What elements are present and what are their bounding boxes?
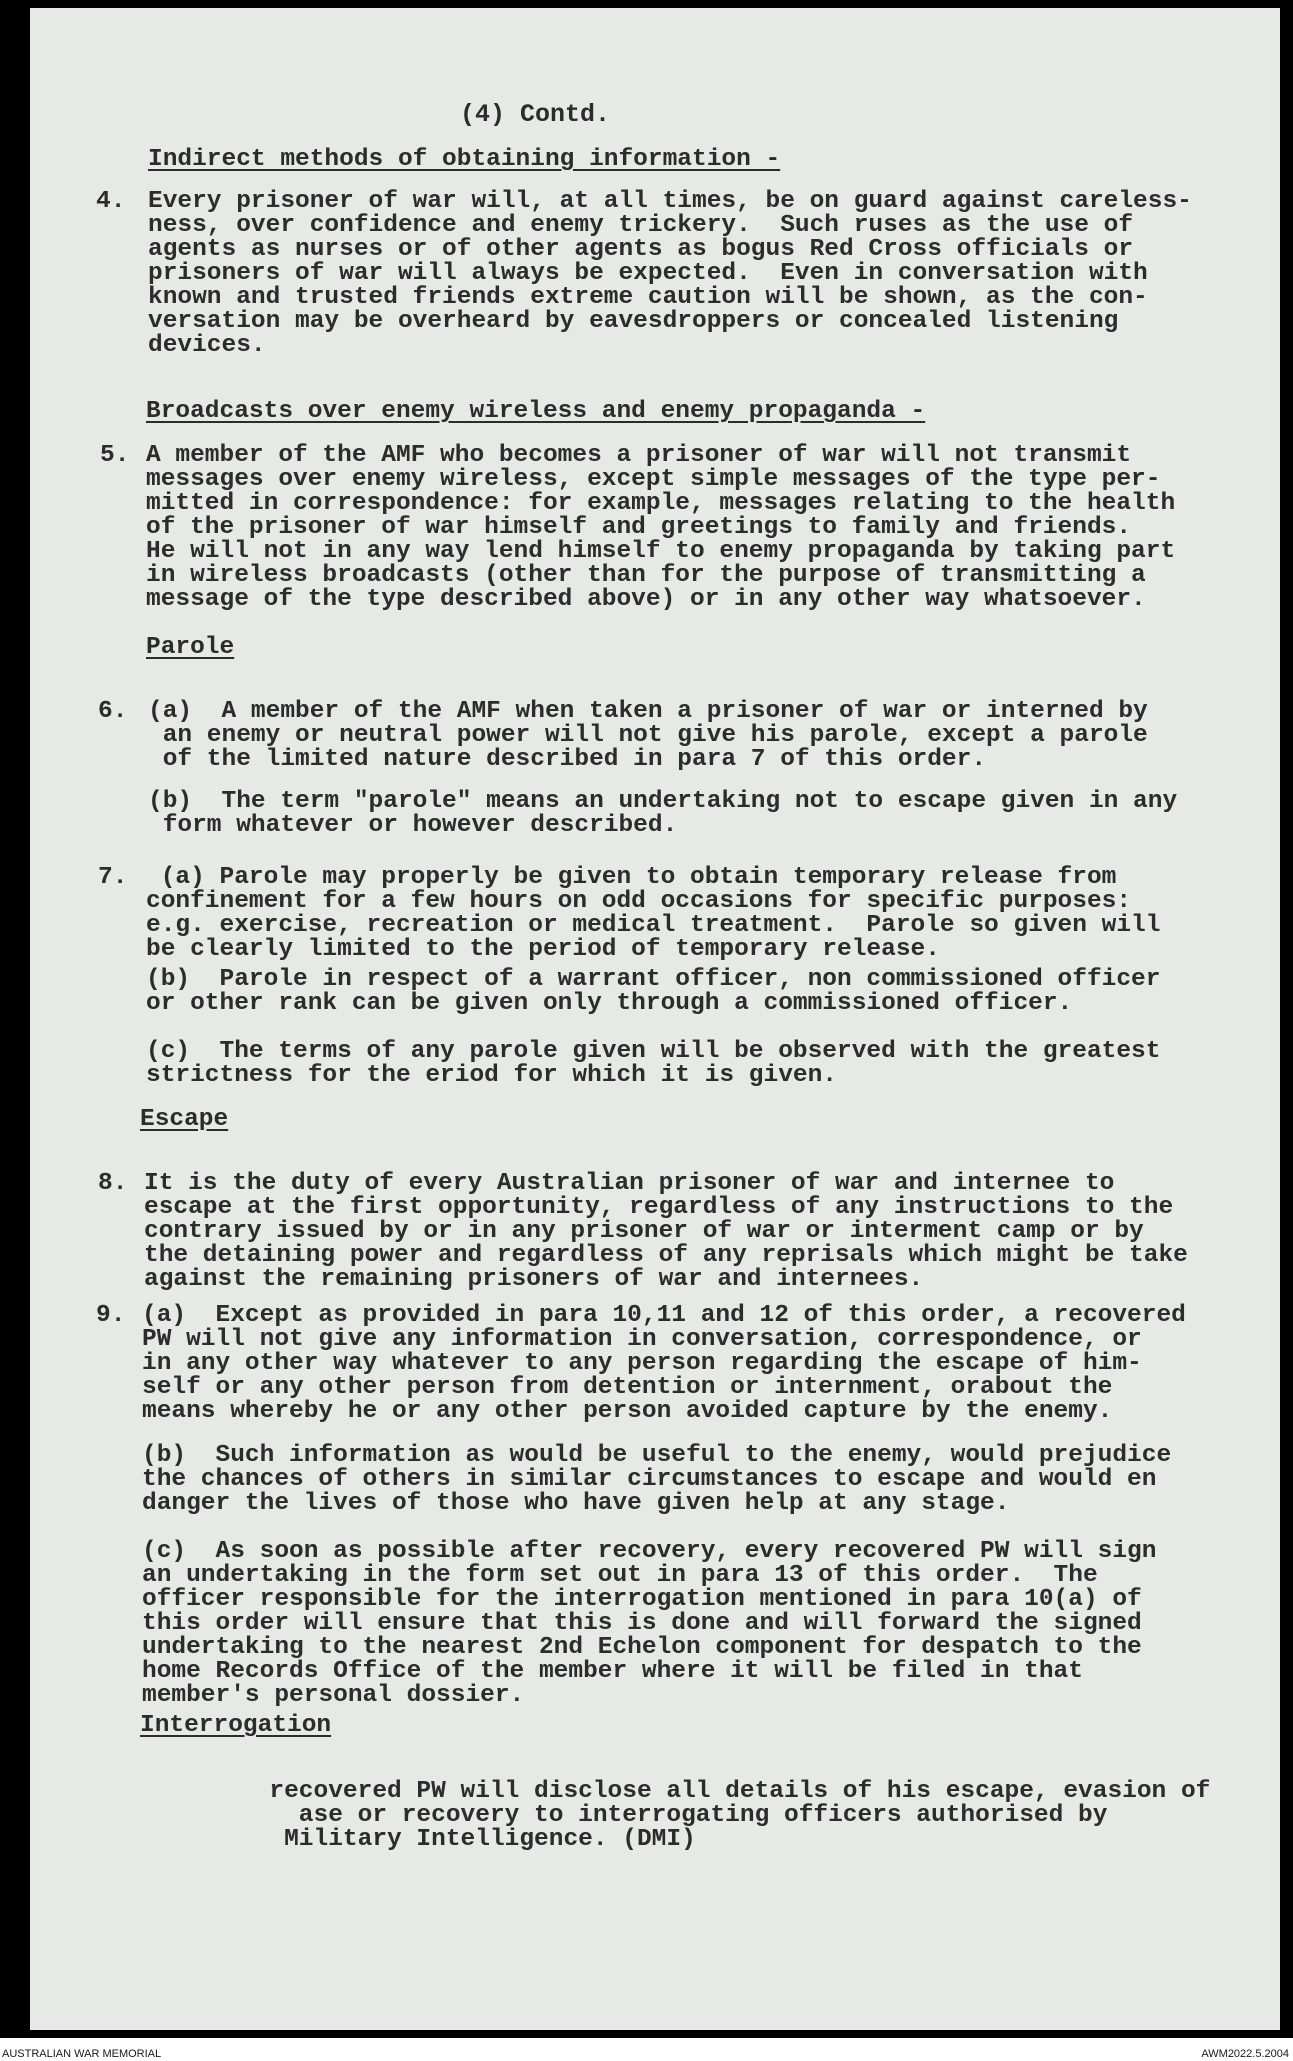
- paragraph-7a-text: (a) Parole may properly be given to obtain temporary release from confinement for a few hours on odd occasions for specific purposes: e.g. exercise, recreation or medical treatment. Parole so given will be clearly limited to the period of temporary release.: [146, 864, 1161, 963]
- paragraph-7b-text: (b) Parole in respect of a warrant officer, non commissioned officer or other rank can be given only through a commissioned officer.: [146, 966, 1161, 1017]
- paragraph-number-9: 9.: [96, 1302, 126, 1329]
- footer-reference-number: AWM2022.5.2004: [1201, 2048, 1289, 2060]
- section-heading-interrogation: Interrogation: [140, 1712, 332, 1739]
- paragraph-9b-text: (b) Such information as would be useful to the enemy, would prejudice the chances of others in similar circumstances to escape and would en danger the lives of those who have given help at any stage.: [142, 1442, 1172, 1517]
- paragraph-6a-text: (a) A member of the AMF when taken a prisoner of war or interned by an enemy or neutral power will not give his parole, except a parole of the limited nature described in para 7 of this order.: [148, 698, 1148, 773]
- paragraph-9a-text: (a) Except as provided in para 10,11 and 12 of this order, a recovered PW will not give any information in conversation, correspondence, or in any other way whatever to any person regarding the escape of him- self or any other person from detention or internment, orabout the means whereby he or any other person avoided capture by the enemy.: [142, 1302, 1186, 1425]
- paragraph-number-8: 8.: [98, 1170, 128, 1197]
- section-heading-broadcasts: Broadcasts over enemy wireless and enemy propaganda -: [146, 398, 926, 425]
- paragraph-interrogation-text: recovered PW will disclose all details of his escape, evasion of ase or recovery to interrogating officers authorised by Military Intelligence. (DMI): [269, 1778, 1211, 1853]
- paragraph-number-6: 6.: [98, 698, 128, 725]
- paragraph-number-5: 5.: [100, 442, 130, 469]
- paragraph-4-text: Every prisoner of war will, at all times, be on guard against careless- ness, over confidence and enemy trickery. Such ruses as the use of agents as nurses or of other agents as bogus Red Cross officials or prisoners of war will always be expected. Even in conversation with known and trusted friends extreme caution will be shown, as the con- versation may be overheard by eavesdroppers or concealed listening devices.: [148, 188, 1192, 359]
- paragraph-number-4: 4.: [96, 188, 126, 215]
- paragraph-6b-text: (b) The term "parole" means an undertaking not to escape given in any form whatever or however described.: [148, 788, 1178, 839]
- footer-source-label: AUSTRALIAN WAR MEMORIAL: [2, 2048, 162, 2060]
- section-heading-parole: Parole: [146, 634, 235, 661]
- page-title: (4) Contd.: [460, 100, 611, 129]
- section-heading-escape: Escape: [140, 1106, 229, 1133]
- paragraph-9c-text: (c) As soon as possible after recovery, every recovered PW will sign an undertaking in the form set out in para 13 of this order. The officer responsible for the interrogation mentioned in para 10(a) of this order will ensure that this is done and will forward the signed undertaking to the nearest 2nd Echelon component for despatch to the home Records Office of the member where it will be filed in that member's personal dossier.: [142, 1538, 1157, 1709]
- document-page: [30, 8, 1280, 2030]
- paragraph-5-text: A member of the AMF who becomes a prisoner of war will not transmit messages over enemy wireless, except simple messages of the type per- mitted in correspondence: for example, messages relating to the health of the prisoner of war himself and greetings to family and friends. He will not in any way lend himself to enemy propaganda by taking part in wireless broadcasts (other than for the purpose of transmitting a message of the type described above) or in any other way whatsoever.: [146, 442, 1176, 613]
- paragraph-number-7: 7.: [98, 864, 128, 891]
- footer-bar: [0, 2038, 1293, 2061]
- paragraph-7c-text: (c) The terms of any parole given will be observed with the greatest strictness for the eriod for which it is given.: [146, 1038, 1161, 1089]
- section-heading-indirect-methods: Indirect methods of obtaining information -: [148, 146, 781, 173]
- paragraph-8-text: It is the duty of every Australian prisoner of war and internee to escape at the first opportunity, regardless of any instructions to the contrary issued by or in any prisoner of war or interment camp or by the detaining power and regardless of any reprisals which might be take against the remaining prisoners of war and internees.: [144, 1170, 1188, 1293]
